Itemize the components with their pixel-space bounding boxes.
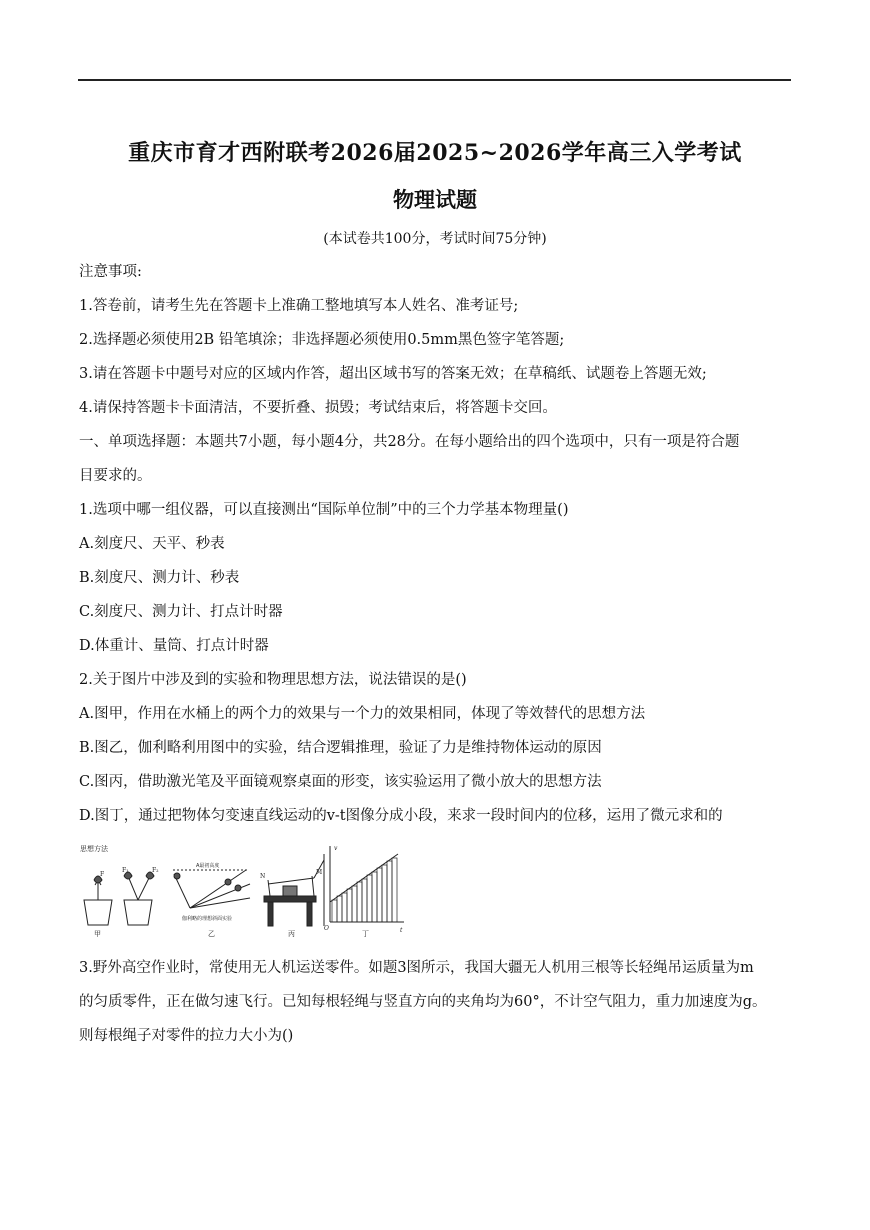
q1-option-c: C.刻度尺、测力计、打点计时器 (79, 604, 283, 620)
table-leg (307, 902, 312, 926)
q1-option-b: B.刻度尺、测力计、秒表 (79, 570, 240, 586)
bucket-1 (84, 900, 112, 925)
q3-stem-line1: 3.野外高空作业时，常使用无人机运送零件。如题3图所示，我国大疆无人机用三根等长轻绳吊运质量为m (79, 960, 754, 976)
bucket-2 (124, 900, 152, 925)
mirror-n (268, 880, 270, 896)
notice-item: 4.请保持答题卡卡面清洁，不要折叠、损毁；考试结束后，将答题卡交回。 (79, 400, 557, 416)
ball (174, 873, 180, 879)
figure-caption: 思想方法 (80, 845, 108, 853)
q2-option-b: B.图乙，伽利略利用图中的实验，结合逻辑推理，验证了力是维持物体运动的原因 (79, 740, 602, 756)
ball (225, 879, 231, 885)
q2-option-d: D.图丁，通过把物体匀变速直线运动的v-t图像分成小段，来求一段时间内的位移，运用了微元求和的 (79, 808, 723, 824)
panel-yi (173, 870, 250, 908)
yi-bottom-text: 伽利略的理想斜面实验 (182, 916, 233, 922)
label-m: M (316, 869, 323, 876)
force-arrow-f1 (128, 876, 138, 900)
panel-ding (330, 846, 404, 922)
q2-figure-svg (78, 840, 408, 938)
notice-item: 2.选择题必须使用2B 铅笔填涂；非选择题必须使用0.5mm黑色签字笔答题; (79, 332, 565, 348)
label-jia: 甲 (94, 930, 101, 938)
exam-title: 重庆市育才西附联考2026届2025~2026学年高三入学考试 (128, 140, 742, 166)
right-slope-low (190, 898, 250, 908)
q2-option-c: C.图丙，借助激光笔及平面镜观察桌面的形变，该实验运用了微小放大的思想方法 (79, 774, 602, 790)
table-top (264, 896, 316, 902)
micro-rectangles (332, 858, 397, 922)
table-leg (268, 902, 273, 926)
exam-subtitle: 物理试题 (393, 187, 477, 212)
yi-top-text: A最初高度 (196, 863, 220, 869)
notice-heading: 注意事项: (79, 264, 142, 280)
label-bing: 丙 (288, 930, 295, 938)
label-f2: F₂ (152, 867, 159, 874)
axis-t: t (400, 927, 403, 934)
weight-block (283, 886, 297, 896)
q1-option-a: A.刻度尺、天平、秒表 (79, 536, 225, 552)
q2-figure (78, 840, 408, 938)
q1-stem: 1.选项中哪一组仪器，可以直接测出“国际单位制”中的三个力学基本物理量() (79, 502, 569, 518)
q3-stem-line3: 则每根绳子对零件的拉力大小为() (79, 1028, 294, 1044)
label-f: F (100, 871, 105, 878)
mirror-m (312, 876, 314, 896)
label-n: N (260, 873, 266, 880)
axis-origin: O (324, 925, 329, 932)
axis-v: v (334, 845, 338, 852)
q2-stem: 2.关于图片中涉及到的实验和物理思想方法，说法错误的是() (79, 672, 467, 688)
header-rule (78, 79, 791, 81)
force-arrow-f2 (138, 876, 150, 900)
q3-stem-line2: 的匀质零件，正在做匀速飞行。已知每根轻绳与竖直方向的夹角均为60°，不计空气阻力，重力加速度为g。 (79, 994, 767, 1010)
notice-item: 1.答卷前，请考生先在答题卡上准确工整地填写本人姓名、准考证号; (79, 298, 519, 314)
panel-jia (84, 872, 154, 925)
section-heading: 一、单项选择题：本题共7小题，每小题4分，共28分。在每小题给出的四个选项中，只有一项是符合题 (79, 434, 740, 450)
panel-bing (264, 854, 324, 926)
exam-info: (本试卷共100分，考试时间75分钟) (323, 231, 547, 247)
label-f1: F₁ (122, 867, 129, 874)
section-heading-cont: 目要求的。 (79, 468, 152, 484)
q2-option-a: A.图甲，作用在水桶上的两个力的效果与一个力的效果相同，体现了等效替代的思想方法 (79, 706, 646, 722)
label-ding: 丁 (362, 930, 369, 938)
notice-item: 3.请在答题卡中题号对应的区域内作答，超出区域书写的答案无效；在草稿纸、试题卷上答题无效; (79, 366, 707, 382)
label-yi: 乙 (208, 930, 215, 938)
ball (235, 885, 241, 891)
laser-beam (268, 878, 314, 884)
q1-option-d: D.体重计、量筒、打点计时器 (79, 638, 269, 654)
